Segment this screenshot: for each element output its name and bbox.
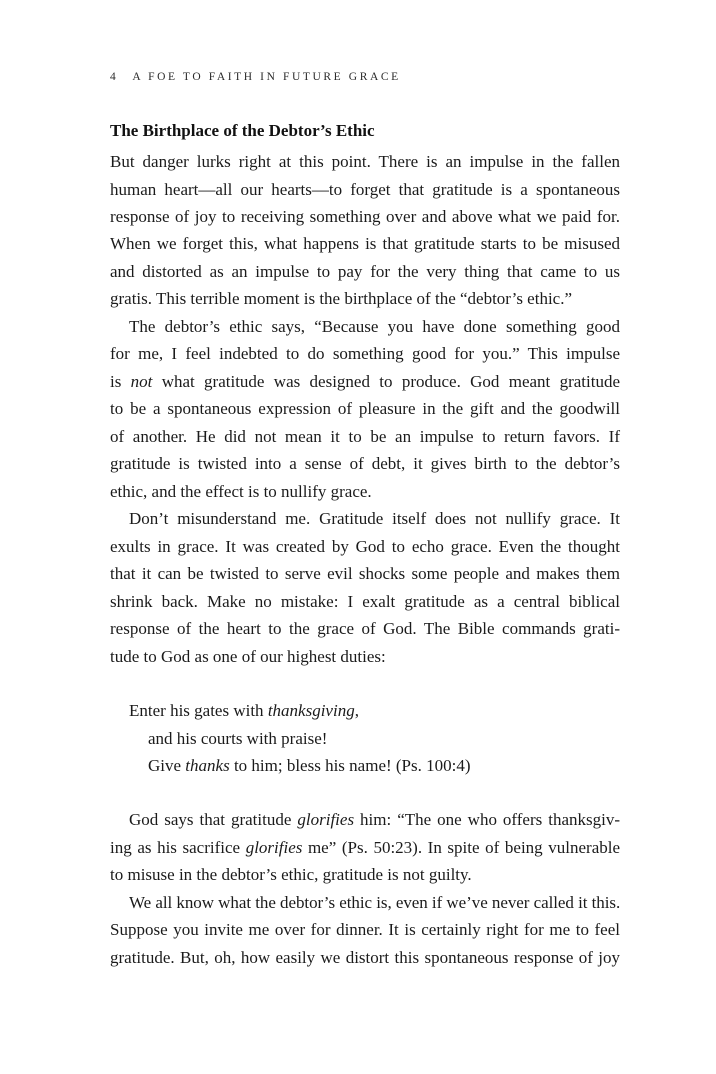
page-number: 4 [110, 71, 119, 83]
verse-line [148, 756, 471, 776]
text-run: God says that gratitude [129, 810, 298, 829]
body-line: gratis. This terrible moment is the birthplace of the “debtor’s ethic.” [110, 289, 573, 308]
body-line: response of the heart to the grace of God. The Bible commands grati- [110, 619, 620, 638]
body-line: We all know what the debtor’s ethic is, even if we’ve never called it this. [129, 893, 621, 912]
emphasis-text: glorifies [245, 838, 303, 857]
body-line: When we forget this, what happens is that gratitude starts to be misused [110, 234, 620, 253]
text-run: to him; bless his name! (Ps. 100:4) [229, 756, 471, 775]
body-line: ethic, and the effect is to nullify grace. [110, 482, 372, 501]
emphasis-text: glorifies [297, 810, 355, 829]
body-line: that it can be twisted to serve evil shocks some people and makes them [110, 564, 620, 583]
body-line: Don’t misunderstand me. Gratitude itself does not nullify grace. It [129, 509, 620, 528]
text-run: me” (Ps. 50:23). In spite of being vulnerable [302, 838, 621, 857]
body-line [110, 838, 620, 858]
text-run: ing as his sacrifice [110, 838, 246, 857]
emphasis-text: thanksgiving [267, 701, 355, 720]
body-line: tude to God as one of our highest duties: [110, 647, 386, 666]
running-head-title: A FOE TO FAITH IN FUTURE GRACE [132, 71, 401, 83]
body-line: exults in grace. It was created by God to echo grace. Even the thought [110, 537, 620, 556]
body-line: gratitude is twisted into a sense of debt, it gives birth to the debtor’s [110, 454, 620, 473]
running-head [110, 71, 401, 83]
text-run: what gratitude was designed to produce. God meant gratitude [152, 372, 620, 391]
verse-line: and his courts with praise! [148, 729, 328, 748]
body-line: for me, I feel indebted to do something good for you.” This impulse [110, 344, 620, 363]
body-line: gratitude. But, oh, how easily we distort this spontaneous response of joy [110, 948, 620, 967]
text-run: Give [148, 756, 186, 775]
body-line [110, 372, 620, 392]
text-run: is [110, 372, 131, 391]
body-line: and distorted as an impulse to pay for the very thing that came to us [110, 262, 620, 281]
body-line [129, 810, 620, 830]
body-line: human heart—all our hearts—to forget that gratitude is a spontaneous [110, 180, 620, 199]
emphasis-text: thanks [185, 756, 230, 775]
verse-line [129, 701, 359, 721]
body-line: shrink back. Make no mistake: I exalt gratitude as a central biblical [110, 592, 620, 611]
body-line: The debtor’s ethic says, “Because you have done something good [129, 317, 620, 336]
emphasis-text: not [130, 372, 153, 391]
text-run: him: “The one who offers thanksgiv- [354, 810, 621, 829]
text-run: Enter his gates with [129, 701, 268, 720]
body-line: Suppose you invite me over for dinner. It is certainly right for me to feel [110, 920, 620, 939]
text-run: , [354, 701, 359, 720]
section-heading: The Birthplace of the Debtor’s Ethic [110, 121, 375, 140]
body-line: But danger lurks right at this point. There is an impulse in the fallen [110, 152, 620, 171]
body-line: to misuse in the debtor’s ethic, gratitude is not guilty. [110, 865, 472, 884]
body-line: to be a spontaneous expression of pleasure in the gift and the goodwill [110, 399, 620, 418]
body-line: response of joy to receiving something over and above what we paid for. [110, 207, 620, 226]
body-line: of another. He did not mean it to be an impulse to return favors. If [110, 427, 620, 446]
